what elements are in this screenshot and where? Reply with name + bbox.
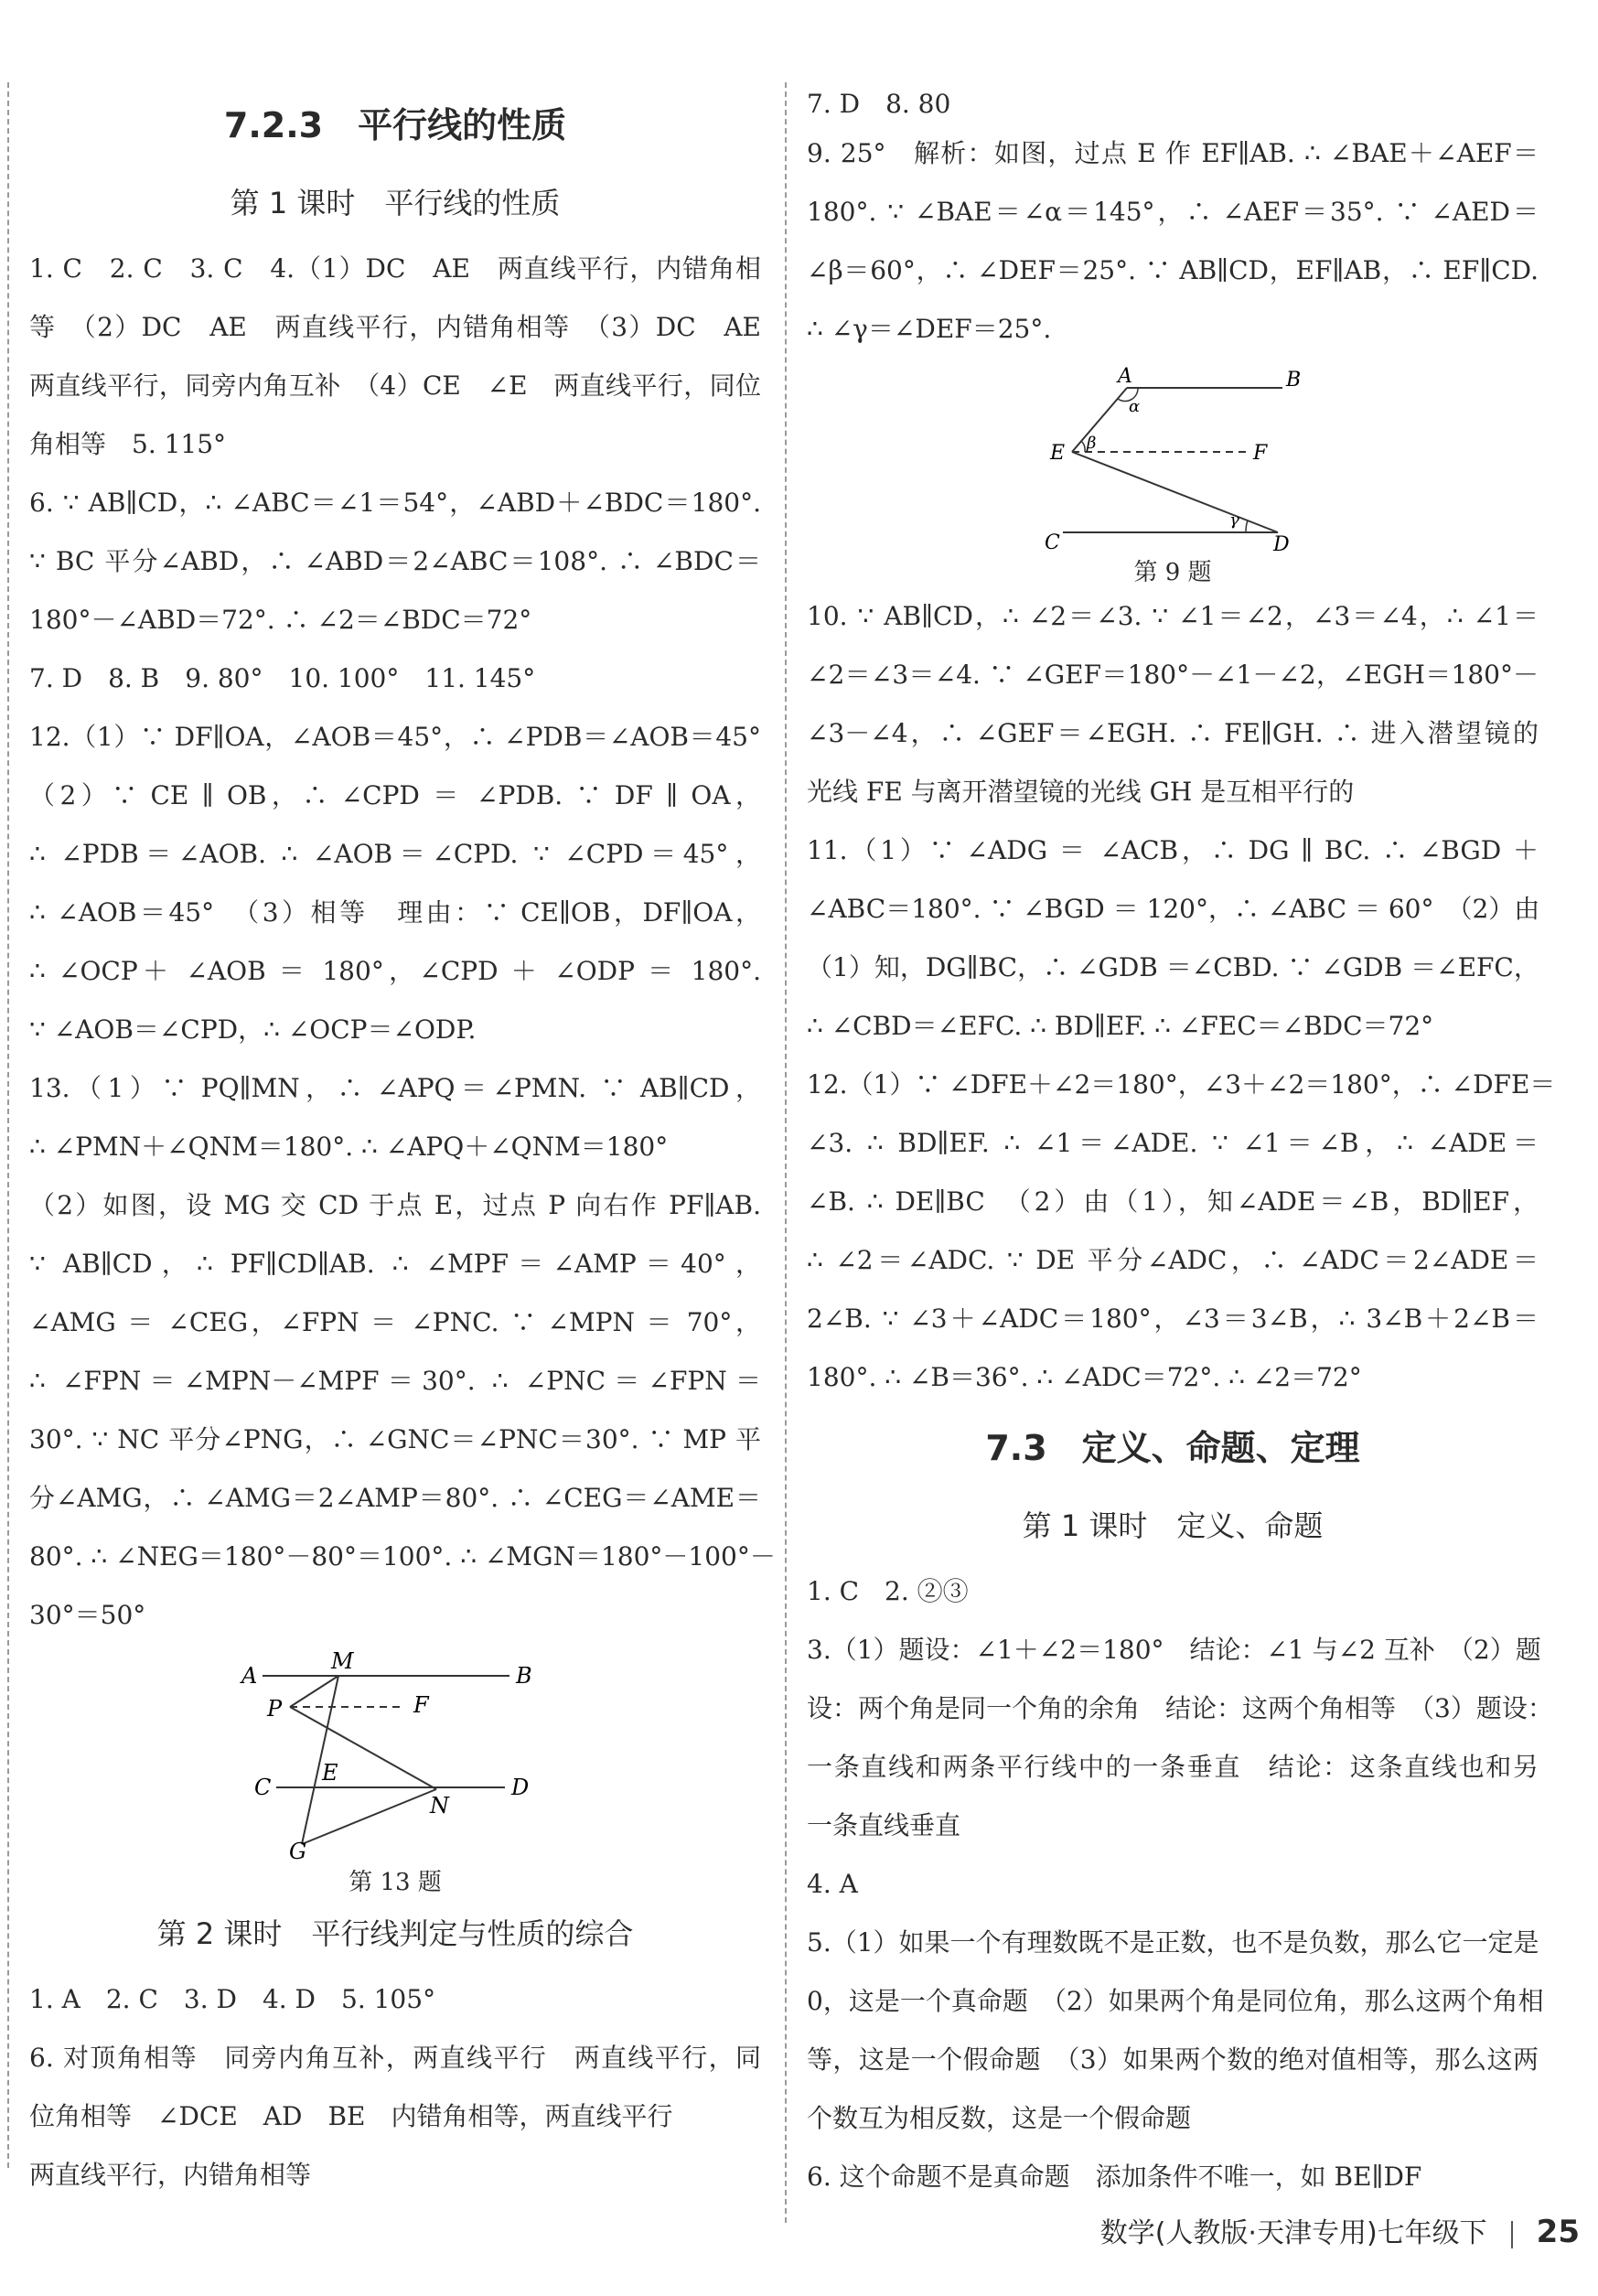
lesson1-answers — [29, 240, 776, 1645]
answers-10-12 — [807, 587, 1556, 1407]
answer-line: ∴ ∠AOB＝45° （3）相等 理由：∵ CE∥OB，DF∥OA， — [29, 897, 761, 928]
answer-line: 11.（1）∵ ∠ADG ＝ ∠ACB，∴ DG ∥ BC. ∴ ∠BGD ＋ — [807, 835, 1539, 865]
page-number: 25 — [1536, 2214, 1580, 2250]
answer-line: ∴ ∠2＝∠ADC. ∵ DE 平分∠ADC，∴ ∠ADC＝2∠ADE＝ — [807, 1245, 1539, 1275]
answer-line: ∵ AB∥CD，∴ PF∥CD∥AB. ∴ ∠MPF＝∠AMP＝40°， — [29, 1249, 761, 1279]
answer-line: 两直线平行，内错角相等 — [29, 2160, 312, 2190]
section-title: 7.3 定义、命题、定理 — [985, 1428, 1360, 1468]
figure-caption: 第 9 题 — [1133, 559, 1212, 586]
label-c: C — [254, 1775, 272, 1800]
answer-line: 光线 FE 与离开潜望镜的光线 GH 是互相平行的 — [807, 777, 1355, 807]
binding-edge-dashed-line — [7, 82, 9, 2168]
answer-line: 12.（1）∵ ∠DFE＋∠2＝180°，∠3＋∠2＝180°，∴ ∠DFE＝ — [807, 1069, 1556, 1100]
answer-line: 3.（1）题设：∠1＋∠2＝180° 结论：∠1 与∠2 互补 （2）题 — [807, 1635, 1541, 1665]
answer-line: 10. ∵ AB∥CD，∴ ∠2＝∠3. ∵ ∠1＝∠2，∠3＝∠4，∴ ∠1＝ — [807, 601, 1539, 631]
lesson-title: 第 1 课时 平行线的性质 — [230, 186, 561, 220]
answer-line: ∵ ∠AOB＝∠CPD，∴ ∠OCP＝∠ODP. — [29, 1014, 477, 1045]
answer-line: 分∠AMG，∴ ∠AMG＝2∠AMP＝80°. ∴ ∠CEG＝∠AME＝ — [29, 1483, 761, 1513]
label-f: F — [413, 1692, 429, 1718]
label-alpha: α — [1129, 397, 1141, 416]
label-c: C — [1045, 531, 1060, 551]
answer-line: 180°. ∵ ∠BAE＝∠α＝145°，∴ ∠AEF＝35°. ∵ ∠AED＝ — [807, 197, 1539, 227]
answer-line: 个数互为相反数，这是一个假命题 — [807, 2103, 1192, 2133]
answer-line: ∴ ∠FPN＝∠MPN－∠MPF＝30°. ∴ ∠PNC＝∠FPN＝ — [29, 1366, 761, 1396]
lesson-title: 第 1 课时 定义、命题 — [1022, 1508, 1324, 1543]
answer-line: 1. A 2. C 3. D 4. D 5. 105° — [29, 1984, 436, 2014]
label-d: D — [511, 1775, 530, 1800]
lesson2-answers — [29, 1970, 761, 2205]
figure-13 — [231, 1650, 560, 1897]
answer-line: 等，这是一个假命题 （3）如果两个数的绝对值相等，那么这两 — [807, 2044, 1539, 2075]
section-title: 7.2.3 平行线的性质 — [223, 105, 567, 145]
answer-line: 角相等 5. 115° — [29, 429, 227, 459]
answer-line: 13.（1）∵ PQ∥MN，∴ ∠APQ＝∠PMN. ∵ AB∥CD， — [29, 1073, 761, 1103]
label-e: E — [322, 1760, 338, 1786]
figure-9 — [1026, 359, 1319, 587]
label-beta: β — [1087, 434, 1097, 453]
answer-line: 6. 对顶角相等 同旁内角互补，两直线平行 两直线平行，同 — [29, 2043, 761, 2073]
right-column — [807, 84, 1556, 2206]
answer-line: （2）如图，设 MG 交 CD 于点 E，过点 P 向右作 PF∥AB. — [29, 1190, 761, 1220]
label-e: E — [1050, 442, 1066, 465]
answer-line: 0，这是一个真命题 （2）如果两个角是同位角，那么这两个角相 — [807, 1986, 1544, 2016]
label-a: A — [241, 1663, 258, 1689]
answer-line: 6. ∵ AB∥CD，∴ ∠ABC＝∠1＝54°，∠ABD＋∠BDC＝180°. — [29, 488, 761, 518]
segment-mp — [290, 1676, 338, 1707]
answer-line: 2∠B. ∵ ∠3＋∠ADC＝180°，∠3＝3∠B，∴ 3∠B＋2∠B＝ — [807, 1304, 1539, 1334]
column-divider — [785, 82, 787, 2223]
answer-line: 一条直线和两条平行线中的一条垂直 结论：这条直线也和另 — [807, 1752, 1539, 1782]
answer-line: 7. D 8. 80 — [807, 89, 951, 119]
segment-ae — [1072, 388, 1127, 452]
left-column — [29, 84, 776, 2205]
answer-line: 80°. ∴ ∠NEG＝180°－80°＝100°. ∴ ∠MGN＝180°－100°－ — [29, 1541, 776, 1572]
figure-caption: 第 13 题 — [349, 1869, 442, 1896]
answer-line: ∴ ∠PDB＝∠AOB. ∴ ∠AOB＝∠CPD. ∵ ∠CPD＝45°， — [29, 839, 761, 869]
answer-line: 9. 25° 解析：如图，过点 E 作 EF∥AB. ∴ ∠BAE＋∠AEF＝ — [807, 138, 1539, 168]
answer-line: ∴ ∠CBD＝∠EFC. ∴ BD∥EF. ∴ ∠FEC＝∠BDC＝72° — [807, 1011, 1434, 1041]
answer-line: ∴ ∠γ＝∠DEF＝25°. — [807, 314, 1052, 344]
footer-separator — [1511, 2221, 1513, 2248]
segment-pn — [290, 1707, 436, 1789]
answer-line: ∴ ∠OCP＋ ∠AOB ＝ 180°，∠CPD ＋ ∠ODP ＝ 180°. — [29, 956, 761, 986]
answer-line: ∠3－∠4，∴ ∠GEF＝∠EGH. ∴ FE∥GH. ∴ 进入潜望镜的 — [807, 718, 1539, 748]
label-d: D — [1273, 533, 1290, 551]
label-gamma: γ — [1229, 510, 1239, 530]
answer-line: 7. D 8. B 9. 80° 10. 100° 11. 145° — [29, 663, 536, 693]
answer-line: （2）∵ CE ∥ OB，∴ ∠CPD ＝ ∠PDB. ∵ DF ∥ OA， — [29, 780, 761, 810]
answer-line: ∠AMG ＝ ∠CEG，∠FPN ＝ ∠PNC. ∵ ∠MPN ＝ 70°， — [29, 1307, 761, 1337]
lesson-title: 第 2 课时 平行线判定与性质的综合 — [156, 1916, 634, 1951]
label-n: N — [430, 1793, 449, 1819]
answer-line: ∠3. ∴ BD∥EF. ∴ ∠1＝∠ADE. ∵ ∠1＝∠B，∴ ∠ADE＝ — [807, 1128, 1539, 1158]
answer-line: 1. C 2. C 3. C 4.（1）DC AE 两直线平行，内错角相 — [29, 253, 761, 284]
answer-line: 6. 这个命题不是真命题 添加条件不唯一，如 BE∥DF — [807, 2162, 1422, 2192]
answer-line: 12.（1）∵ DF∥OA，∠AOB＝45°，∴ ∠PDB＝∠AOB＝45° — [29, 722, 761, 752]
answer-line: 4. A — [807, 1869, 858, 1899]
label-p: P — [267, 1696, 283, 1722]
answer-line: ∵ BC 平分∠ABD，∴ ∠ABD＝2∠ABC＝108°. ∴ ∠BDC＝ — [29, 546, 761, 576]
answer-line: 180°. ∴ ∠B＝36°. ∴ ∠ADC＝72°. ∴ ∠2＝72° — [807, 1362, 1362, 1392]
answer-line: 一条直线垂直 — [807, 1810, 961, 1840]
label-b: B — [516, 1663, 532, 1689]
segment-gn — [302, 1789, 436, 1844]
page-footer — [1100, 2205, 1580, 2259]
answer-line: ∠β＝60°，∴ ∠DEF＝25°. ∵ AB∥CD，EF∥AB，∴ EF∥CD. — [807, 255, 1539, 285]
answer-line: 1. C 2. ②③ — [807, 1576, 969, 1606]
answers-7-3 — [807, 1562, 1553, 2206]
label-g: G — [289, 1839, 307, 1861]
answer-line: 设：两个角是同一个角的余角 结论：这两个角相等 （3）题设： — [807, 1693, 1553, 1723]
segment-ed — [1072, 452, 1278, 532]
answer-line: ∴ ∠PMN＋∠QNM＝180°. ∴ ∠APQ＋∠QNM＝180° — [29, 1132, 669, 1162]
answers-7-9 — [807, 84, 1539, 359]
angle-gamma-arc — [1246, 520, 1248, 532]
answer-line: 30°. ∵ NC 平分∠PNG，∴ ∠GNC＝∠PNC＝30°. ∵ MP 平 — [29, 1424, 761, 1454]
figure-13-diagram — [231, 1650, 560, 1861]
answer-line: 30°＝50° — [29, 1600, 146, 1630]
answer-line: ∠B. ∴ DE∥BC （2）由（1），知∠ADE＝∠B，BD∥EF， — [807, 1186, 1539, 1217]
figure-9-diagram — [1026, 359, 1319, 551]
label-f: F — [1253, 442, 1268, 465]
label-m: M — [331, 1650, 354, 1674]
answer-line: （1）知，DG∥BC，∴ ∠GDB ＝∠CBD. ∵ ∠GDB ＝∠EFC， — [807, 952, 1539, 982]
answer-line: 180°－∠ABD＝72°. ∴ ∠2＝∠BDC＝72° — [29, 605, 532, 635]
angle-beta-arc — [1081, 441, 1085, 452]
answer-line: 位角相等 ∠DCE AD BE 内错角相等，两直线平行 — [29, 2101, 673, 2131]
label-a: A — [1118, 365, 1132, 388]
label-b: B — [1286, 369, 1302, 392]
answer-line: 两直线平行，同旁内角互补 （4）CE ∠E 两直线平行，同位 — [29, 370, 761, 401]
answer-line: 5.（1）如果一个有理数既不是正数，也不是负数，那么它一定是 — [807, 1927, 1539, 1958]
answer-line: 等 （2）DC AE 两直线平行，内错角相等 （3）DC AE — [29, 312, 761, 342]
answer-line: ∠2＝∠3＝∠4. ∵ ∠GEF＝180°－∠1－∠2，∠EGH＝180°－ — [807, 660, 1539, 690]
book-title: 数学(人教版·天津专用)七年级下 — [1099, 2217, 1487, 2249]
answer-line: ∠ABC＝180°. ∵ ∠BGD ＝ 120°，∴ ∠ABC ＝ 60° （2）由 — [807, 894, 1540, 924]
